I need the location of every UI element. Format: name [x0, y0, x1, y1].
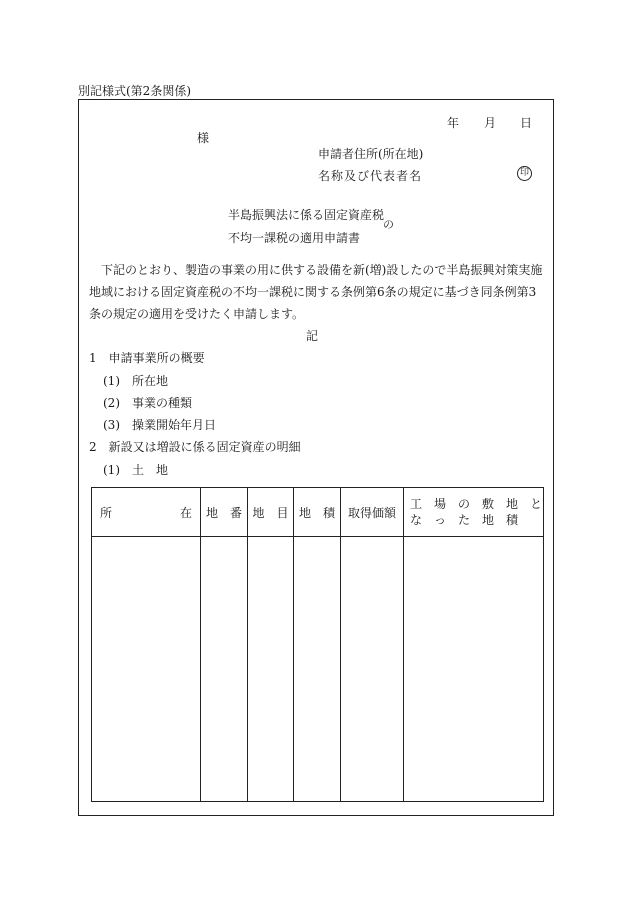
title-line2: 不均一課税の適用申請書 — [228, 231, 361, 245]
item-1-sub-start-date: (3) 操業開始年月日 — [103, 418, 216, 432]
item-2-heading: 2 新設又は増設に係る固定資産の明細 — [89, 440, 301, 454]
col-location-left: 所 — [100, 505, 113, 520]
item-1-sub-location: (1) 所在地 — [103, 374, 168, 388]
date-day: 日 — [520, 116, 533, 130]
title-particle: の — [383, 218, 394, 231]
table-header-row — [92, 488, 544, 537]
cell-area[interactable] — [294, 537, 341, 802]
application-paragraph — [89, 259, 545, 325]
col-factory-site-area — [404, 488, 544, 537]
cell-land-category[interactable] — [248, 537, 294, 802]
cell-lot-number[interactable] — [201, 537, 248, 802]
title-line1: 半島振興法に係る固定資産税 — [228, 208, 385, 222]
col-lot-number: 地 番 — [201, 488, 248, 537]
date-year: 年 — [447, 116, 460, 130]
item-2-sub-land: (1) 土 地 — [103, 463, 168, 477]
item-1-sub-business-type: (2) 事業の種類 — [103, 396, 192, 410]
paragraph-text: 下記のとおり、製造の事業の用に供する設備を新(増)設したので半島振興対策実施地域における固定資産税の不均一課税に関する条例第6条の規定に基づき同条例第3条の規定の適用を受けたく申請します。 — [89, 263, 543, 321]
notes-heading: 記 — [306, 329, 319, 343]
col-acquisition-price: 取得価額 — [341, 488, 404, 537]
form-reference: 別記様式(第2条関係) — [78, 84, 191, 98]
table-row — [92, 537, 544, 802]
col-location — [92, 488, 201, 537]
date-month: 月 — [484, 116, 497, 130]
applicant-name-label: 名称及び代表者名 — [318, 169, 423, 183]
seal-icon: 印 — [517, 166, 532, 181]
applicant-address-label: 申請者住所(所在地) — [318, 147, 424, 161]
cell-factory-site-area[interactable] — [404, 537, 544, 802]
col-area: 地 積 — [294, 488, 341, 537]
cell-acquisition-price[interactable] — [341, 537, 404, 802]
cell-location[interactable] — [92, 537, 201, 802]
col-location-right: 在 — [179, 505, 192, 520]
item-1-heading: 1 申請事業所の概要 — [89, 351, 205, 365]
col-land-category: 地 目 — [248, 488, 294, 537]
col-factory-line2: な っ た 地 積 — [410, 513, 519, 527]
addressee-honorific: 様 — [197, 131, 210, 145]
land-details-table — [91, 487, 544, 802]
col-factory-line1: 工 場 の 敷 地 と — [410, 497, 543, 511]
